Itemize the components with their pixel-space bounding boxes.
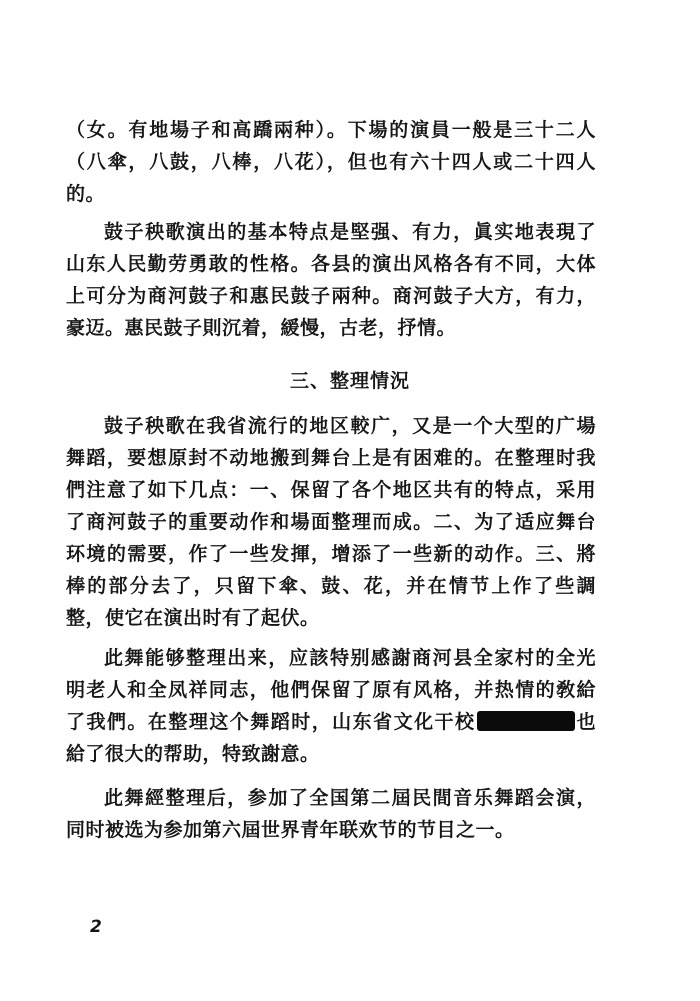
paragraph-festival bbox=[66, 782, 596, 846]
text-line: 舞蹈，要想原封不动地搬到舞台上是有困难的。在整理时我 bbox=[66, 447, 596, 469]
page-number: 2 bbox=[90, 917, 102, 937]
paragraph-performers bbox=[66, 114, 596, 210]
text-line: （八傘，八鼓，八棒，八花），但也有六十四人或二十四人 bbox=[66, 151, 596, 173]
text-line: 山东人民勤劳勇敢的性格。各县的演出风格各有不同，大体 bbox=[66, 253, 596, 275]
text-line: 此舞能够整理出来，应該特别感謝商河县全家村的全光 bbox=[104, 647, 596, 669]
text-line: 此舞經整理后，参加了全国第二屆民間音乐舞蹈会演， bbox=[104, 787, 596, 809]
text-line: （女。有地場子和高蹻兩种）。下場的演員一般是三十二人 bbox=[66, 119, 596, 141]
text-line: 們注意了如下几点：一、保留了各个地区共有的特点，采用 bbox=[66, 479, 596, 501]
text-line: 同时被选为参加第六屆世界青年联欢节的节目之一。 bbox=[66, 819, 515, 841]
paragraph-arrangement bbox=[66, 410, 596, 634]
text-fragment: 也 bbox=[575, 711, 596, 733]
text-line: 給了很大的帮助，特致謝意。 bbox=[66, 743, 320, 765]
text-line: 明老人和全凤祥同志，他們保留了原有风格，并热情的敎給 bbox=[66, 679, 596, 701]
section-heading: 三、整理情況 bbox=[289, 370, 410, 392]
text-line: 鼓子秧歌在我省流行的地区較广，又是一个大型的广場 bbox=[104, 415, 596, 437]
text-line: 上可分为商河鼓子和惠民鼓子兩种。商河鼓子大方，有力， bbox=[66, 285, 596, 307]
text-line: 鼓子秧歌演出的基本特点是堅强、有力，眞实地表現了 bbox=[104, 221, 596, 243]
text-line: 整，使它在演出时有了起伏。 bbox=[66, 607, 320, 629]
paragraph-characteristics bbox=[66, 216, 596, 344]
text-line: 豪迈。惠民鼓子則沉着，緩慢，古老，抒情。 bbox=[66, 317, 457, 339]
text-fragment: 了我們。在整理这个舞蹈时，山东省文化干校 bbox=[66, 711, 476, 733]
text-line: 棒的部分去了，只留下傘、鼓、花，并在情节上作了些調 bbox=[66, 575, 596, 597]
paragraph-acknowledgement bbox=[66, 642, 596, 770]
text-line-redacted bbox=[66, 706, 596, 738]
text-line: 的。 bbox=[66, 183, 106, 205]
text-line: 环境的需要，作了一些发揮，增添了一些新的动作。三、將 bbox=[66, 543, 596, 565]
redaction-mark bbox=[477, 711, 575, 731]
text-line: 了商河鼓子的重要动作和場面整理而成。二、为了适应舞台 bbox=[66, 511, 596, 533]
